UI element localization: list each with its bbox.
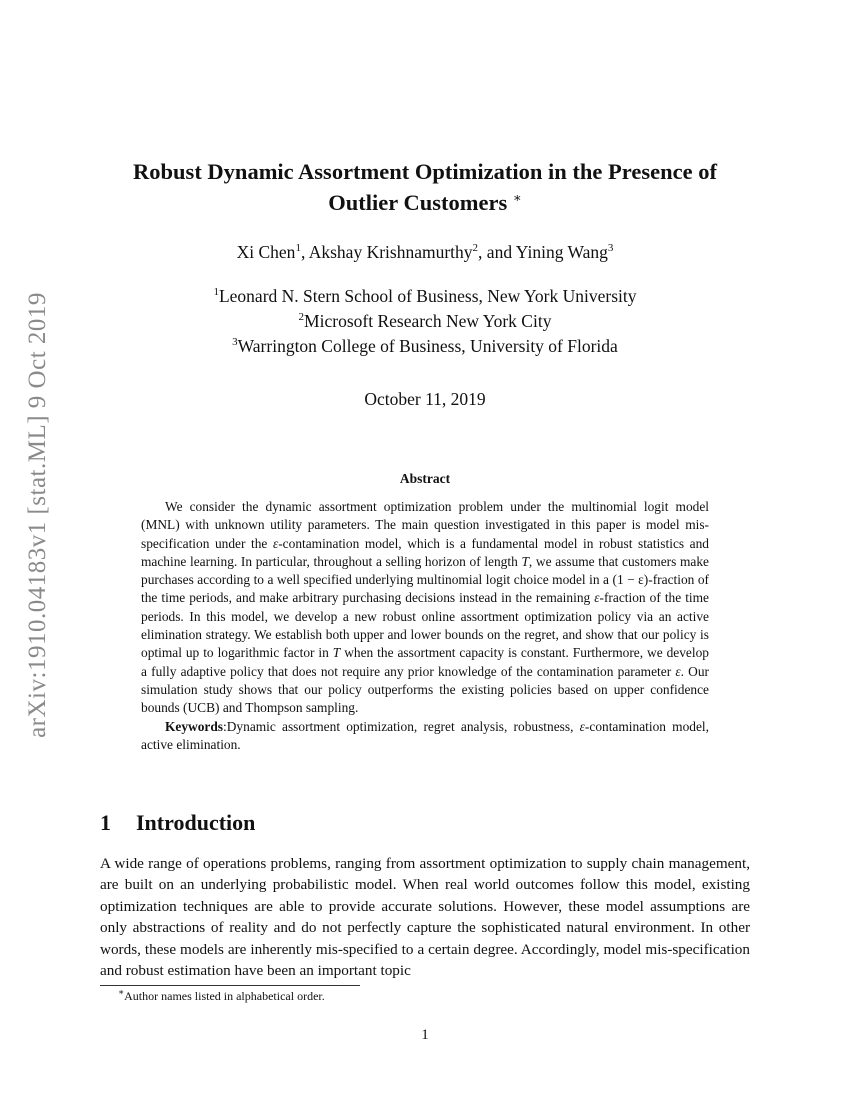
- section-number: 1: [100, 810, 111, 835]
- affiliation: [0, 309, 850, 334]
- abstract-paragraph: [141, 498, 709, 718]
- abstract-text: -fraction of the time periods. In this model, we develop a new robust online assortment optimization policy via an active elimination strategy. We establish both upper and lower bounds on the regret, and show that our policy is optimal up to logarithmic factor in: [141, 590, 709, 661]
- math-symbol: T: [521, 553, 529, 569]
- affiliation-mark: 3: [232, 336, 238, 348]
- math-symbol: ε: [579, 718, 585, 734]
- abstract-text: when the assortment capacity is constant. Furthermore, we develop a fully adaptive policy that does not require any prior knowledge of the contamination parameter: [141, 645, 709, 679]
- math-expression: (1 − ε): [612, 572, 649, 588]
- paper-title: [100, 156, 750, 218]
- math-symbol: ε: [594, 590, 600, 606]
- title-line-2: Outlier Customers: [328, 190, 508, 215]
- footnote: [118, 989, 325, 1004]
- author-separator: ,: [300, 242, 309, 262]
- author-separator: , and: [478, 242, 516, 262]
- author-name: Xi Chen: [236, 242, 296, 262]
- abstract-text: , we assume that customers make purchases according to a well specified underlying multinomial logit choice model in a: [141, 553, 709, 588]
- math-symbol: T: [332, 645, 341, 661]
- author-affiliation-mark: 2: [472, 242, 479, 254]
- arxiv-identifier-stamp: arXiv:1910.04183v1 [stat.ML] 9 Oct 2019: [24, 292, 51, 738]
- author-list: [0, 242, 850, 263]
- author-name: Yining Wang: [515, 242, 608, 262]
- introduction-body: [100, 853, 750, 981]
- section-title: Introduction: [136, 810, 256, 835]
- affiliation-text: Warrington College of Business, University of Florida: [237, 336, 618, 356]
- abstract-text: . Our simulation study shows that our policy outperforms the existing policies based on upper confidence bounds (UCB) and Thompson sampling.: [141, 663, 709, 716]
- affiliation: [0, 334, 850, 359]
- footnote-divider: [100, 985, 360, 986]
- abstract-text: -fraction of the time periods, and make arbitrary purchasing decisions instead in the remaining: [141, 572, 709, 606]
- affiliation-list: [0, 284, 850, 359]
- affiliation-text: Leonard N. Stern School of Business, New York University: [218, 286, 637, 306]
- footnote-mark: ∗: [118, 987, 125, 997]
- affiliation-text: Microsoft Research New York City: [304, 311, 552, 331]
- publication-date: October 11, 2019: [364, 389, 486, 409]
- keywords-paragraph: [141, 718, 709, 755]
- section-heading-introduction: [100, 810, 255, 836]
- abstract-text: -contamination model, which is a fundamental model in robust statistics and machine learning. In particular, throughout a selling horizon of length: [141, 535, 710, 569]
- keywords-text: :Dynamic assortment optimization, regret analysis, robustness,: [223, 718, 580, 734]
- author-affiliation-mark: 3: [607, 242, 614, 254]
- footnote-text: Author names listed in alphabetical order.: [124, 989, 325, 1003]
- keywords-text: -contamination model, active elimination.: [141, 718, 709, 752]
- abstract-body: [141, 498, 709, 754]
- math-symbol: ε: [675, 663, 681, 679]
- abstract-heading: Abstract: [399, 471, 451, 486]
- title-line-1: Robust Dynamic Assortment Optimization in the Presence of: [133, 159, 717, 184]
- author-name: Akshay Krishnamurthy: [308, 242, 473, 262]
- math-symbol: ε: [272, 535, 279, 551]
- affiliation: [0, 284, 850, 309]
- keywords-label: Keywords: [165, 718, 224, 734]
- affiliation-mark: 1: [213, 286, 219, 298]
- author-affiliation-mark: 1: [295, 242, 301, 254]
- title-footnote-mark: ∗: [512, 190, 522, 205]
- page-number: 1: [421, 1027, 429, 1043]
- introduction-paragraph: A wide range of operations problems, ranging from assortment optimization to supply chain management, are built on an underlying probabilistic model. When real world outcomes follow this model, existing optimization techniques are able to provide accurate solutions. However, these model assumptions are only abstractions of reality and do not perfectly capture the sophisticated natural environment. In other words, these models are inherently mis-specified to a certain degree. Accordingly, model mis-specification and robust estimation have been an important topic: [100, 855, 750, 980]
- affiliation-mark: 2: [298, 311, 305, 323]
- abstract-text: We consider the dynamic assortment optimization problem under the multinomial logit model (MNL) with unknown utility parameters. The main question investigated in this paper is model mis-specification under the: [141, 499, 709, 551]
